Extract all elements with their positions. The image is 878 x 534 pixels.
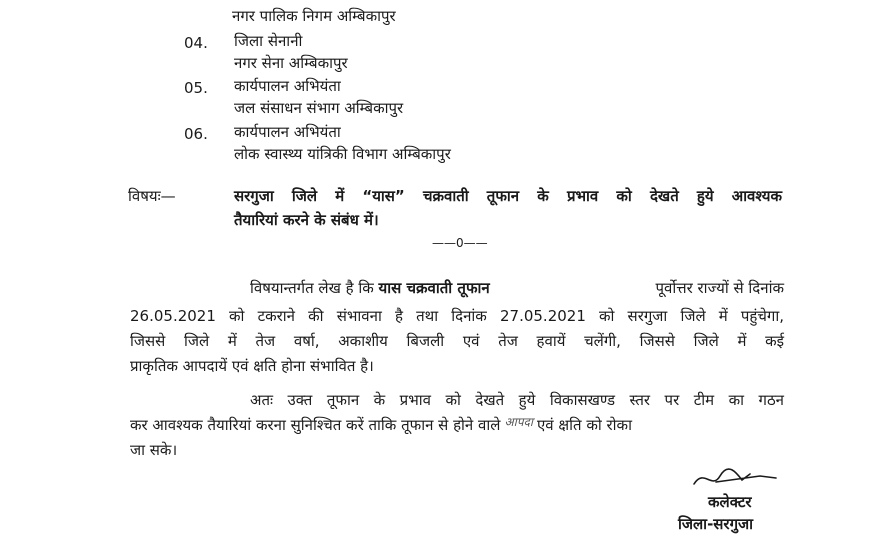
signature-title: कलेक्टर — [708, 493, 752, 511]
signature-place: जिला-सरगुजा — [678, 515, 754, 533]
recipient-5-line1: कार्यपालन अभियंता — [234, 77, 341, 95]
para1-line1-end: पूर्वोत्तर राज्यों से दिनांक — [655, 279, 784, 297]
para1-line4: प्राकृतिक आपदायें एवं क्षति होना संभावित है। — [130, 357, 374, 375]
recipient-6-line1: कार्यपालन अभियंता — [234, 123, 341, 141]
handwritten-correction: आपदा — [504, 415, 533, 429]
signature-scribble — [690, 462, 780, 496]
para2-line3: जा सके। — [130, 441, 178, 459]
para1-line3: जिससे जिले में तेज वर्षा, अकाशीय बिजली एवं तेज हवायें चलेंगी, जिससे जिले में कई — [130, 332, 784, 350]
para2-line2 — [130, 415, 784, 435]
cropped-text-fragment — [174, 0, 230, 3]
para2-line1: अतः उक्त तूफान के प्रभाव को देखते हुये विकासखण्ड स्तर पर टीम का गठन — [250, 391, 784, 409]
recipient-4-line2: नगर सेना अम्बिकापुर — [234, 54, 348, 72]
recipient-5-line2: जल संसाधन संभाग अम्बिकापुर — [234, 99, 404, 117]
para2-line2-end: एवं क्षति को रोका — [537, 416, 632, 434]
recipient-4-line1: जिला सेनानी — [234, 32, 303, 50]
subject-line1: सरगुजा जिले में “यास” चक्रवाती तूफान के प्रभाव को देखते हुये आवश्यक — [234, 187, 782, 205]
subject-label: विषयः— — [128, 187, 176, 205]
recipient-6-number: 06. — [184, 125, 208, 143]
para1-line2: 26.05.2021 को टकराने की संभावना है तथा दिनांक 27.05.2021 को सरगुजा जिले में पहुंचेगा, — [130, 307, 784, 325]
subject-line2: तैयारियां करने के संबंध में। — [234, 211, 379, 229]
recipient-3-line2: नगर पालिक निगम अम्बिकापुर — [232, 7, 396, 25]
recipient-4-number: 04. — [184, 34, 208, 52]
recipient-6-line2: लोक स्वास्थ्य यांत्रिकी विभाग अम्बिकापुर — [234, 145, 451, 163]
recipient-5-number: 05. — [184, 79, 208, 97]
para2-line2-start: कर आवश्यक तैयारियां करना सुनिश्चित करें ताकि तूफान से होने वाले — [130, 416, 501, 434]
para1-line1-start: विषयान्तर्गत लेख है कि यास चक्रवाती तूफान — [250, 279, 490, 297]
separator: ——0—— — [432, 236, 488, 250]
para1-line1 — [250, 278, 784, 298]
